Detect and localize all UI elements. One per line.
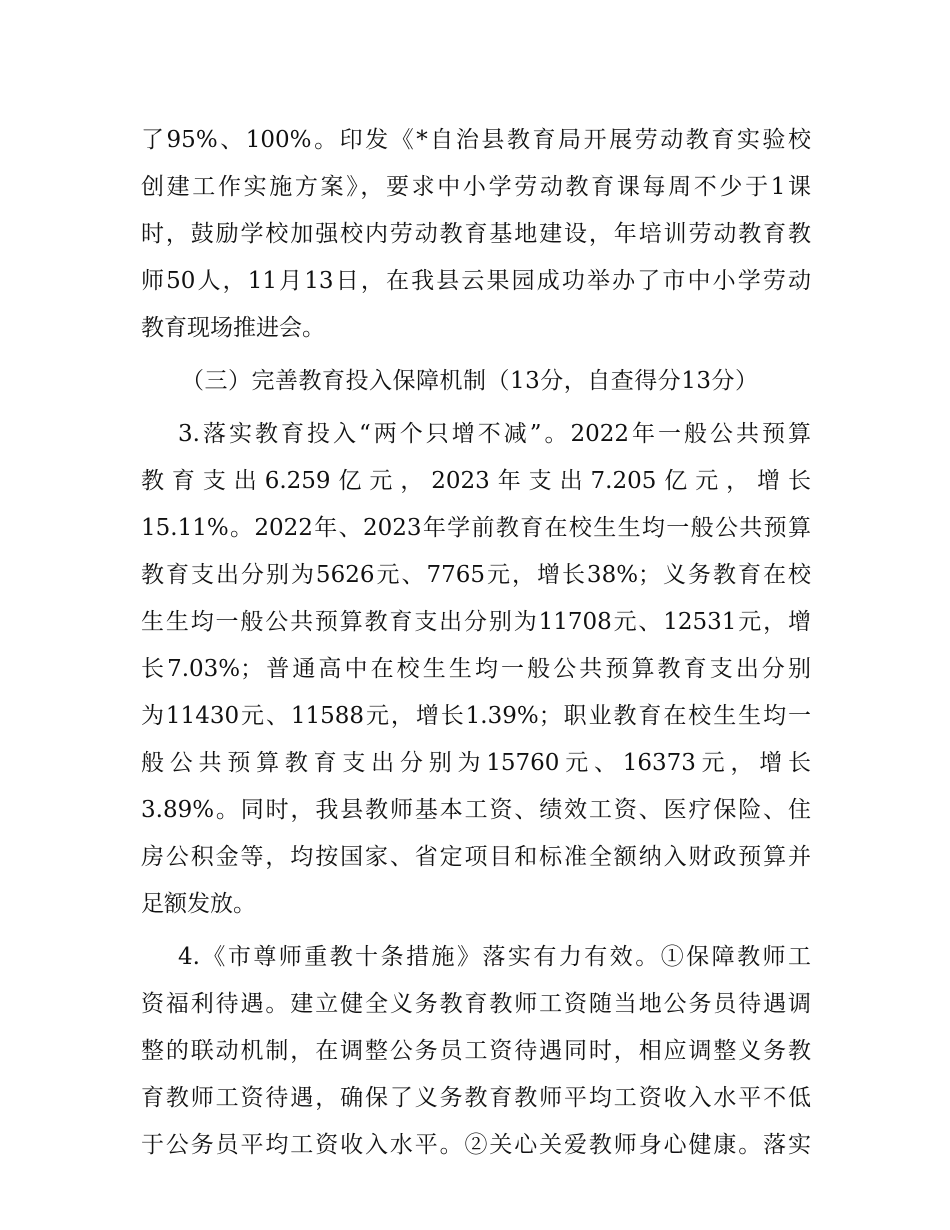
text-line: 足额发放。 [141, 891, 256, 917]
text-line: 15.11%。2022年、2023年学前教育在校生生均一般公共预算 [141, 515, 811, 541]
paragraph-first-line: 3.落实教育投入“两个只增不减”。2022年一般公共预算 [178, 421, 811, 447]
text-line: 生生均一般公共预算教育支出分别为11708元、12531元，增 [141, 609, 811, 635]
document-page [141, 117, 811, 1169]
text-line: 教育现场推进会。 [141, 315, 325, 341]
text-line: 般公共预算教育支出分别为15760元、16373元，增长 [141, 750, 811, 776]
text-line: 育教师工资待遇，确保了义务教育教师平均工资收入水平不低 [141, 1085, 811, 1111]
text-line: 教育支出分别为5626元、7765元，增长38%；义务教育在校 [141, 562, 811, 588]
text-line: 时，鼓励学校加强校内劳动教育基地建设，年培训劳动教育教 [141, 221, 811, 247]
text-line: 为11430元、11588元，增长1.39%；职业教育在校生生均一 [141, 703, 811, 729]
text-line: 整的联动机制，在调整公务员工资待遇同时，相应调整义务教 [141, 1038, 811, 1064]
text-line: 教育支出6.259亿元，2023年支出7.205亿元，增长 [141, 468, 811, 494]
text-line: 师50人，11月13日，在我县云果园成功举办了市中小学劳动 [141, 268, 811, 294]
text-line: 了95%、100%。印发《*自治县教育局开展劳动教育实验校 [141, 127, 811, 153]
text-line: 长7.03%；普通高中在校生生均一般公共预算教育支出分别 [141, 656, 811, 682]
text-line: 3.89%。同时，我县教师基本工资、绩效工资、医疗保险、住 [141, 797, 811, 823]
text-line: 创建工作实施方案》，要求中小学劳动教育课每周不少于1课 [141, 174, 811, 200]
text-line: 资福利待遇。建立健全义务教育教师工资随当地公务员待遇调 [141, 991, 811, 1017]
text-line: 于公务员平均工资收入水平。②关心关爱教师身心健康。落实 [141, 1132, 811, 1158]
text-line: 房公积金等，均按国家、省定项目和标准全额纳入财政预算并 [141, 844, 811, 870]
paragraph-first-line: 4.《市尊师重教十条措施》落实有力有效。①保障教师工 [178, 944, 811, 970]
section-heading: （三）完善教育投入保障机制（13分，自查得分13分） [181, 368, 759, 394]
